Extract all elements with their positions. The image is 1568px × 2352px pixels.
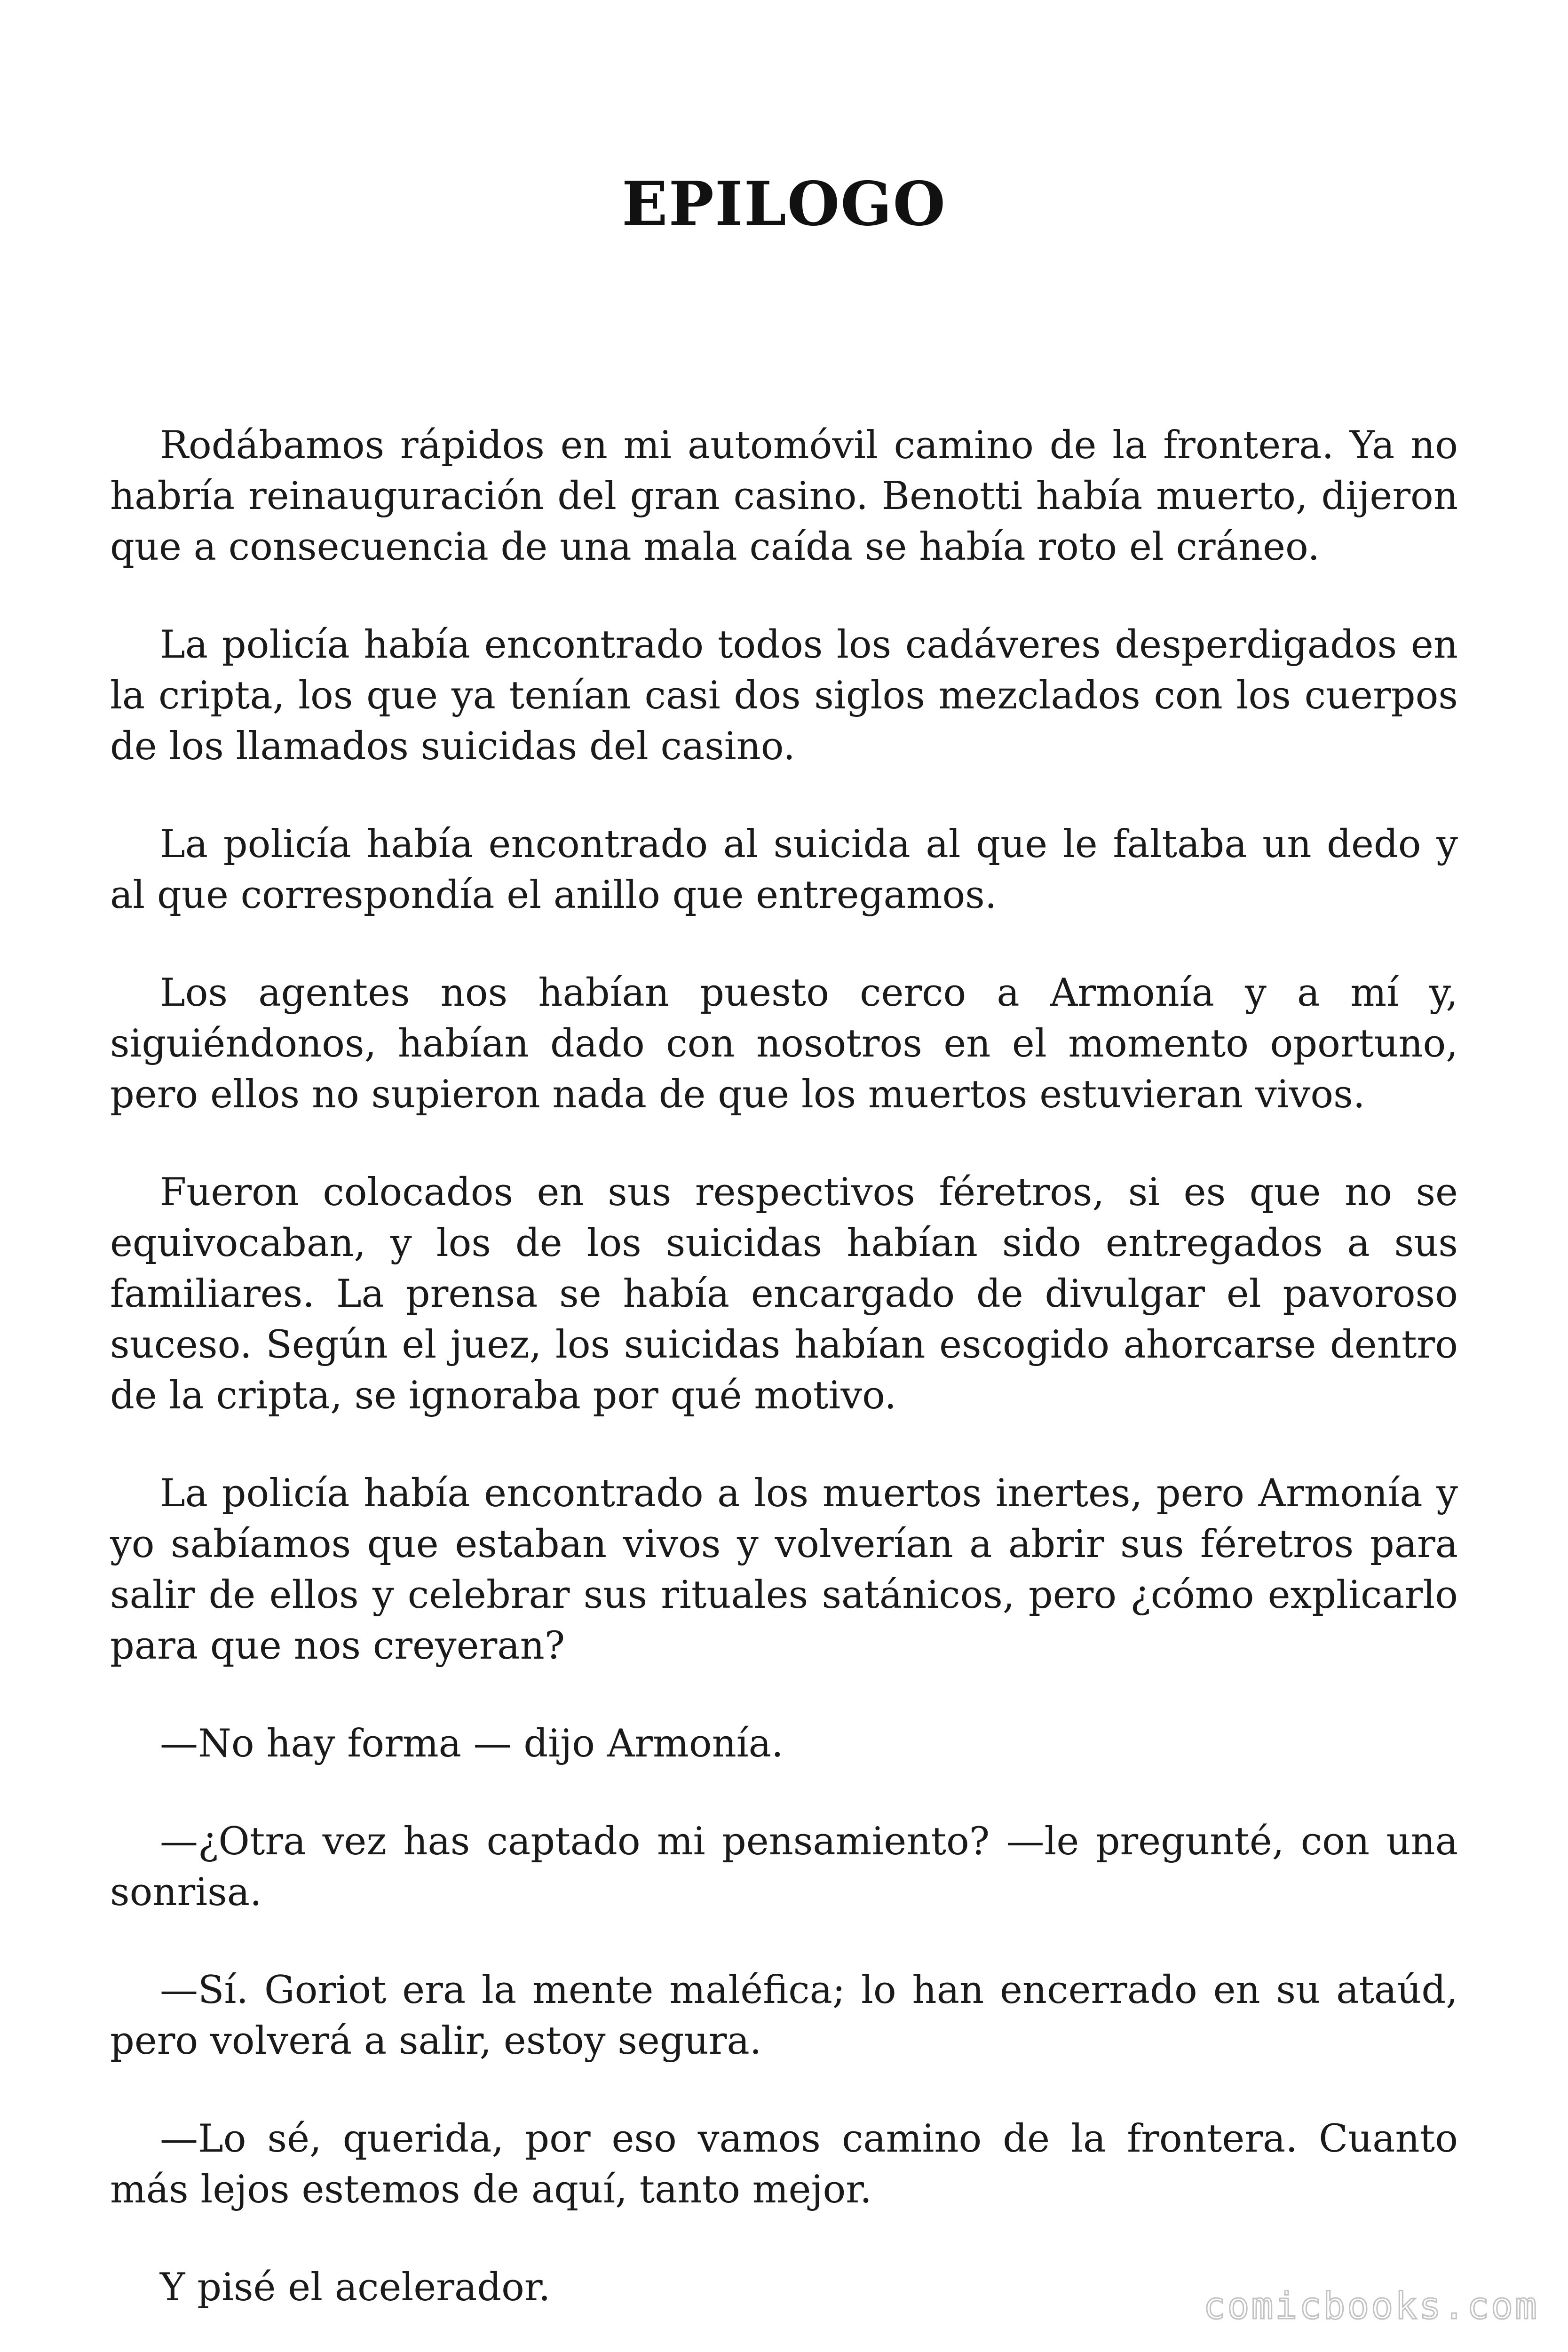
paragraph: Fueron colocados en sus respectivos féretros, si es que no se equivocaban, y los de los suicidas habían sido entregados a sus familiares. La prensa se había encargado de divulgar el pavoroso suceso. Según el juez, los suicidas habían escogido ahorcarse dentro de la cripta, se ignoraba por qué motivo. bbox=[110, 1170, 1458, 1418]
paragraph: La policía había encontrado todos los cadáveres desperdigados en la cripta, los que ya tenían casi dos siglos mezclados con los cuerpos de los llamados suicidas del casino. bbox=[110, 623, 1458, 769]
paragraph: Rodábamos rápidos en mi automóvil camino de la frontera. Ya no habría reinauguración del gran casino. Benotti había muerto, dijeron que a consecuencia de una mala caída se había roto el cráneo. bbox=[110, 423, 1458, 569]
site-watermark: comicbooks.com bbox=[1203, 2285, 1539, 2328]
dialogue-line: —Sí. Goriot era la mente maléfica; lo han encerrado en su ataúd, pero volverá a salir, estoy segura. bbox=[110, 1968, 1458, 2063]
book-page bbox=[110, 0, 1458, 2352]
paragraph: Los agentes nos habían puesto cerco a Armonía y a mí y, siguiéndonos, habían dado con nosotros en el momento oportuno, pero ellos no supieron nada de que los muertos estuvieran vivos. bbox=[110, 971, 1458, 1117]
dialogue-line: —Lo sé, querida, por eso vamos camino de la frontera. Cuanto más lejos estemos de aquí, tanto mejor. bbox=[110, 2117, 1458, 2212]
paragraph: La policía había encontrado a los muertos inertes, pero Armonía y yo sabíamos que estaban vivos y volverían a abrir sus féretros para salir de ellos y celebrar sus rituales satánicos, pero ¿cómo explicarlo para que nos creyeran? bbox=[110, 1471, 1458, 1668]
chapter-title: EPILOGO bbox=[622, 169, 946, 239]
chapter-body bbox=[110, 420, 1458, 2352]
dialogue-line: —¿Otra vez has captado mi pensamiento? —le pregunté, con una sonrisa. bbox=[110, 1820, 1458, 1915]
paragraph: La policía había encontrado al suicida al que le faltaba un dedo y al que correspondía el anillo que entregamos. bbox=[110, 822, 1458, 917]
closing-line: Y pisé el acelerador. bbox=[160, 2265, 551, 2310]
dialogue-line: —No hay forma — dijo Armonía. bbox=[160, 1722, 784, 1766]
